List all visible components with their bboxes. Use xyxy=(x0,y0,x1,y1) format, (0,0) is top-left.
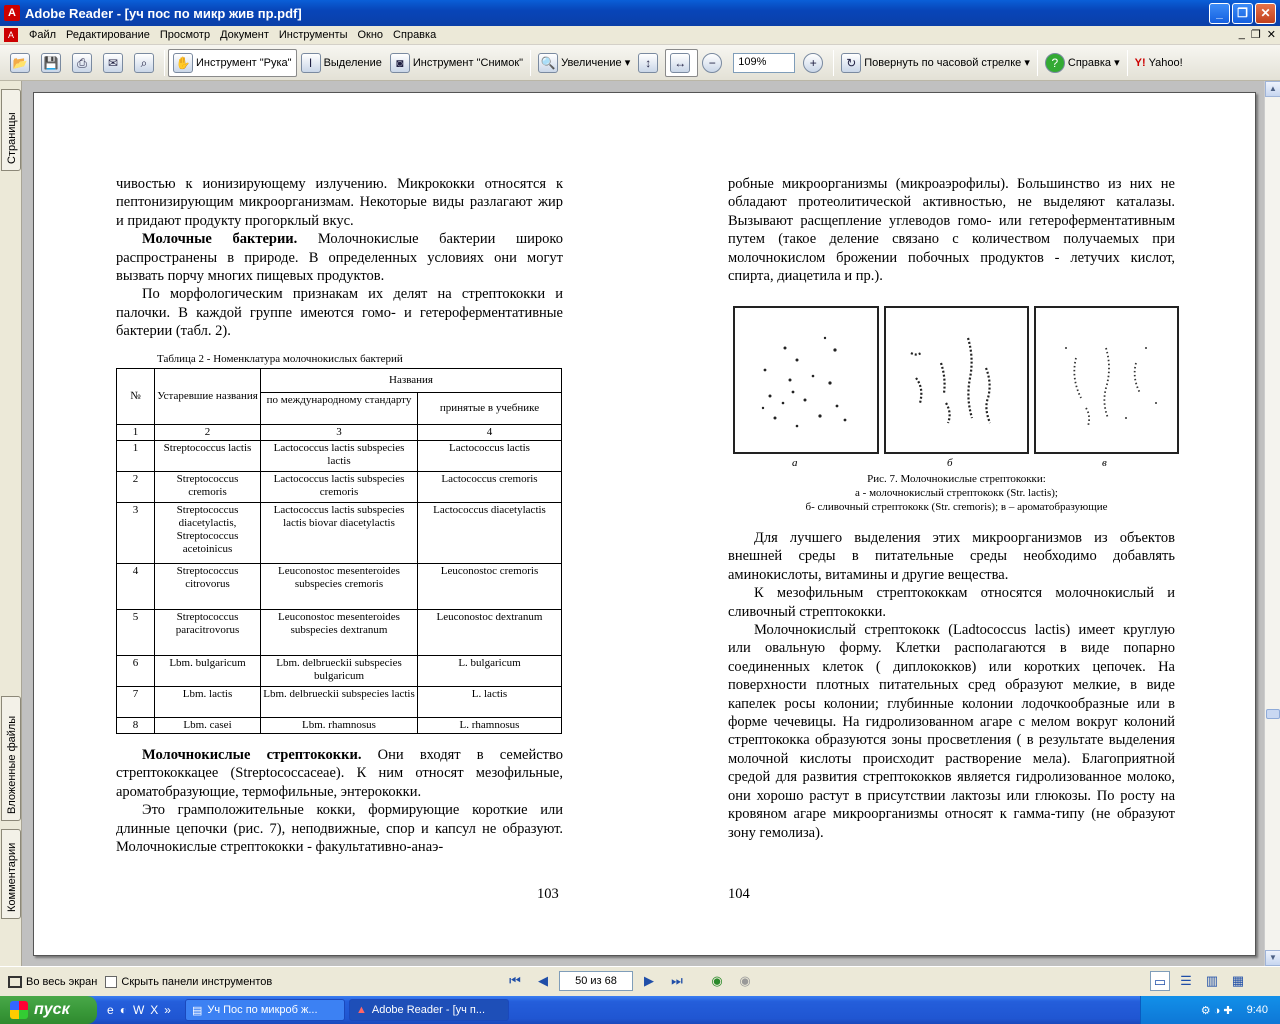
table-cell: Leuconostoc mesenteroides subspecies cremoris xyxy=(261,564,418,610)
last-page-icon[interactable]: ⏭ xyxy=(671,973,683,988)
table-cell: Lbm. rhamnosus xyxy=(261,718,418,734)
figure-caption xyxy=(734,472,1179,514)
taskbar-item-label: Уч Пос по микроб ж... xyxy=(207,1004,318,1016)
single-page-icon[interactable]: ▭ xyxy=(1150,971,1170,991)
word-icon[interactable]: W xyxy=(132,1003,145,1017)
nomenclature-table xyxy=(116,368,562,734)
menu-bar xyxy=(0,26,1280,45)
fit-height-button[interactable] xyxy=(634,49,665,77)
select-tool-label: Выделение xyxy=(323,56,382,69)
taskbar-item-label: Adobe Reader - [уч п... xyxy=(371,1004,486,1016)
bold-heading: Молочные бактерии. xyxy=(142,231,298,248)
help-label: Справка xyxy=(1067,56,1112,69)
plus-icon: + xyxy=(803,53,823,73)
scroll-up-button[interactable]: ▲ xyxy=(1265,81,1280,97)
minus-icon: − xyxy=(702,53,722,73)
outlook-icon[interactable]: ◐ xyxy=(119,1003,127,1017)
menu-document[interactable]: Документ xyxy=(220,29,269,41)
fit-width-icon: ↔ xyxy=(670,53,690,73)
title-bar xyxy=(0,0,1280,26)
table-cell: Streptococcus diacetylactis, Streptococcus acetoinicus xyxy=(155,503,261,564)
paragraph: К мезофильным стрептококкам относятся молочнокислый и сливочный стрептококки. xyxy=(728,585,1175,620)
zoom-out-button[interactable] xyxy=(698,49,729,77)
tab-comments-label: Комментарии xyxy=(6,842,18,912)
table-cell: Lbm. lactis xyxy=(155,687,261,718)
chevron-down-icon: ▾ xyxy=(624,57,631,69)
excel-icon[interactable]: X xyxy=(150,1003,159,1017)
table-row xyxy=(117,656,562,687)
taskbar xyxy=(0,996,1280,1024)
back-icon[interactable]: ◉ xyxy=(711,973,723,988)
scroll-down-button[interactable]: ▼ xyxy=(1265,950,1280,966)
table-header-num: № xyxy=(117,369,155,425)
chevron-right-icon[interactable]: » xyxy=(164,1003,171,1017)
paragraph xyxy=(116,230,563,285)
menu-view[interactable]: Просмотр xyxy=(159,29,211,41)
scroll-thumb[interactable] xyxy=(1266,709,1280,719)
table-cell: Lactococcus lactis subspecies lactis biovar diacetylactis xyxy=(261,503,418,564)
save-button[interactable] xyxy=(37,49,68,77)
table-cell: 8 xyxy=(117,718,155,734)
table-row xyxy=(117,441,562,472)
left-page-top-text xyxy=(116,175,563,341)
doc-close-icon[interactable]: ✕ xyxy=(1266,29,1276,41)
window-title: Adobe Reader - [уч пос по микр жив пр.pdf] xyxy=(25,5,302,21)
magnifier-icon: 🔍 xyxy=(538,53,558,73)
figure-label-c: в xyxy=(1102,457,1107,469)
maximize-button[interactable]: ❐ xyxy=(1232,3,1253,24)
taskbar-item-reader[interactable] xyxy=(349,999,509,1021)
table-cell: 4 xyxy=(117,564,155,610)
table-cell: Streptococcus lactis xyxy=(155,441,261,472)
tab-pages-label: Страницы xyxy=(6,112,18,164)
chevron-down-icon: ▾ xyxy=(1114,57,1120,69)
table-cell: Lactococcus lactis xyxy=(418,441,562,472)
bold-heading: Молочнокислые стрептококки. xyxy=(142,747,362,763)
table-header-intl: по международному стандарту xyxy=(261,393,418,425)
paragraph: По морфологическим признакам их делят на стрептококки и палочки. В каждой группе имеются гомо- и гетероферментативные бактерии (табл. 2). xyxy=(116,286,563,340)
document-view[interactable] xyxy=(22,81,1264,966)
table-cell: 5 xyxy=(117,610,155,656)
right-page-bottom-text xyxy=(728,529,1175,842)
cocci-illustration-b xyxy=(886,308,1027,452)
camera-icon: ◙ xyxy=(390,53,410,73)
tab-attachments[interactable] xyxy=(1,696,21,821)
cocci-illustration-c xyxy=(1036,308,1177,452)
paragraph-text: Молочнокислые бактерии широко распространены в природе. В определенных условиях они могут вызвать порчу многих пищевых продуктов. xyxy=(116,231,563,285)
acrobat-icon: A xyxy=(4,5,20,21)
facing-icon[interactable]: ▥ xyxy=(1205,973,1219,988)
folder-open-icon: 📂 xyxy=(10,53,30,73)
toolbar xyxy=(0,45,1280,81)
rotate-label: Повернуть по часовой стрелке xyxy=(864,56,1022,69)
email-button[interactable] xyxy=(99,49,130,77)
rotate-button[interactable] xyxy=(837,49,1034,77)
tab-comments[interactable] xyxy=(1,829,21,919)
print-button[interactable] xyxy=(68,49,99,77)
table-cell: 3 xyxy=(117,503,155,564)
table-index-cell: 3 xyxy=(261,425,418,441)
yahoo-logo-icon: Y! xyxy=(1134,56,1146,69)
hide-toolbars-button[interactable]: Скрыть панели инструментов xyxy=(121,975,273,988)
figure-caption-line: а - молочнокислый стрептококк (Str. lactis); xyxy=(855,487,1058,499)
rotate-icon: ↻ xyxy=(841,53,861,73)
navigation-panel xyxy=(0,81,22,966)
hand-icon: ✋ xyxy=(173,53,193,73)
table-row xyxy=(117,503,562,564)
paragraph: робные микроорганизмы (микроаэрофилы). Большинство из них не обладают протеолитической активностью, не выделяют каталазы. Вызывают расщепление углеводов гомо- или гетероферментативным путем (такое деление связано с количеством получаемых при молочнокислом брожении побочных продуктов - летучих кислот, спирта, диацетила и пр.). xyxy=(728,176,1175,285)
zoom-input[interactable]: 109% xyxy=(733,53,795,73)
table-cell: Leuconostoc cremoris xyxy=(418,564,562,610)
table-cell: Lactococcus lactis subspecies cremoris xyxy=(261,472,418,503)
search-button[interactable] xyxy=(130,49,161,77)
snapshot-tool-button[interactable] xyxy=(386,49,527,77)
paragraph: Молочнокислый стрептококк (Ladtococcus lactis) имеет круглую или овальную форму. Клетки располагаются в виде попарно соединенных клеток ( диплококков) или коротких цепочек. На поверхности плотных питательных сред образуют мелкие, в виде капелек росы колонии; глубинные колонии лодочкообразные или в форме чечевицы. На гидролизованном агаре с мелом вокруг колоний стрептококка образуются зоны просветления ( в результате выделения молочной кислоты происходит растворение мела). Благоприятной средой для развития стрептококков является гидролизованное молоко, они хорошо растут в присутствии лактозы или глюкозы. По росту на кровяном агаре микроорганизмы относят к гамма-типу (не образуют зону гемолиза). xyxy=(728,622,1175,841)
forward-icon[interactable]: ◉ xyxy=(739,973,751,988)
table-cell: 7 xyxy=(117,687,155,718)
ie-icon[interactable]: e xyxy=(107,1003,114,1017)
fit-height-icon: ↕ xyxy=(638,53,658,73)
continuous-icon[interactable]: ☰ xyxy=(1180,973,1192,988)
figure-caption-line: б- сливочный стрептококк (Str. cremoris); в – ароматобразующие xyxy=(805,501,1108,513)
table-cell: Lbm. bulgaricum xyxy=(155,656,261,687)
document-icon[interactable]: A xyxy=(4,28,18,42)
zoom-label: Увеличение xyxy=(561,56,622,69)
figure-caption-line: Рис. 7. Молочнокислые стрептококки: xyxy=(867,473,1046,485)
start-button[interactable] xyxy=(0,996,97,1024)
hand-tool-button[interactable] xyxy=(168,49,297,77)
figure-panel-b xyxy=(884,306,1029,454)
email-icon: ✉ xyxy=(103,53,123,73)
previous-page-icon[interactable]: ◀ xyxy=(538,973,548,988)
paragraph: Это грамположительные кокки, формирующие короткие или длинные цепочки (рис. 7), неподвижные, спор и капсул не образуют. Молочнокислые стрептококки - факультативно-анаэ- xyxy=(116,802,563,856)
table-index-cell: 2 xyxy=(155,425,261,441)
table-row xyxy=(117,718,562,734)
table-index-cell: 1 xyxy=(117,425,155,441)
paragraph-text: Они входят в семейство стрептококкацее (Streptococcaceae). К ним относят мезофильные, ароматобразующие, термофильные, энтерококки. xyxy=(116,747,563,800)
table-cell: Lbm. delbrueckii subspecies lactis xyxy=(261,687,418,718)
tray-icons[interactable]: ⚙ ◑ ✚ xyxy=(1200,1004,1233,1017)
page-number-input[interactable]: 50 из 68 xyxy=(559,971,633,991)
tab-attachments-label: Вложенные файлы xyxy=(6,715,18,814)
table-index-cell: 4 xyxy=(418,425,562,441)
menu-help[interactable]: Справка xyxy=(393,29,437,41)
figure-label-b: б xyxy=(947,457,953,469)
table-header-old: Устаревшие названия xyxy=(155,369,261,425)
printer-icon: ⎙ xyxy=(72,53,92,73)
menu-file[interactable]: Файл xyxy=(29,29,57,41)
table-cell: Lactococcus cremoris xyxy=(418,472,562,503)
figure-panel-c xyxy=(1034,306,1179,454)
status-bar xyxy=(0,966,1280,996)
table-cell: Lactococcus lactis subspecies lactis xyxy=(261,441,418,472)
doc-restore-icon[interactable]: ❐ xyxy=(1250,29,1261,41)
chevron-down-icon: ▾ xyxy=(1024,57,1030,69)
table-cell: Streptococcus citrovorus xyxy=(155,564,261,610)
table-cell: L. lactis xyxy=(418,687,562,718)
pdf-page-spread xyxy=(33,92,1256,956)
minimize-button[interactable]: _ xyxy=(1209,3,1230,24)
first-page-icon[interactable]: ⏮ xyxy=(509,973,521,988)
table-cell: Lactococcus diacetylactis xyxy=(418,503,562,564)
table-cell: Streptococcus cremoris xyxy=(155,472,261,503)
hand-tool-label: Инструмент "Рука" xyxy=(196,56,292,69)
table-cell: L. bulgaricum xyxy=(418,656,562,687)
taskbar-item-word[interactable] xyxy=(185,999,345,1021)
figure-label-a: а xyxy=(792,457,798,469)
table-cell: Streptococcus paracitrovorus xyxy=(155,610,261,656)
table-row xyxy=(117,472,562,503)
table-cell: Leuconostoc dextranum xyxy=(418,610,562,656)
select-tool-button[interactable] xyxy=(297,49,386,77)
left-page-bottom-text xyxy=(116,746,563,856)
help-icon: ? xyxy=(1045,53,1065,73)
table-row xyxy=(117,564,562,610)
paragraph: чивостью к ионизирующему излучению. Микрококки относятся к пептонизирующим микроорганизмам. Некоторые виды разлагают жир и придают продукту прогорклый вкус. xyxy=(116,176,563,229)
fit-width-button[interactable] xyxy=(665,49,698,77)
start-label: пуск xyxy=(34,1001,70,1018)
table-header-names: Названия xyxy=(261,369,562,393)
quick-launch xyxy=(107,1003,171,1017)
yahoo-button[interactable] xyxy=(1131,49,1187,77)
menu-tools[interactable]: Инструменты xyxy=(278,29,348,41)
table-cell: Lbm. casei xyxy=(155,718,261,734)
page-number-left: 103 xyxy=(537,886,559,902)
yahoo-label: Yahoo! xyxy=(1148,56,1183,69)
right-page-top-text xyxy=(728,175,1175,285)
table-cell: 2 xyxy=(117,472,155,503)
help-button[interactable] xyxy=(1041,49,1124,77)
snapshot-tool-label: Инструмент "Снимок" xyxy=(412,56,524,69)
continuous-facing-icon[interactable]: ▦ xyxy=(1231,973,1245,988)
cocci-illustration-a xyxy=(735,308,877,452)
system-tray xyxy=(1140,996,1280,1024)
table-row xyxy=(117,687,562,718)
table-caption: Таблица 2 - Номенклатура молочнокислых бактерий xyxy=(157,353,403,365)
acrobat-icon: ▲ xyxy=(355,1004,367,1016)
hide-toolbars-icon[interactable] xyxy=(105,976,117,988)
next-page-icon[interactable]: ▶ xyxy=(644,973,654,988)
page-number-right: 104 xyxy=(728,886,750,902)
text-cursor-icon: I xyxy=(301,53,321,73)
zoom-in-button[interactable] xyxy=(799,49,830,77)
table-cell: Lbm. delbrueckii subspecies bulgaricum xyxy=(261,656,418,687)
doc-minimize-icon[interactable]: _ xyxy=(1238,28,1245,40)
fullscreen-button[interactable]: Во весь экран xyxy=(26,975,98,988)
table-cell: 1 xyxy=(117,441,155,472)
table-cell: 6 xyxy=(117,656,155,687)
table-cell: Leuconostoc mesenteroides subspecies dextranum xyxy=(261,610,418,656)
menu-edit[interactable]: Редактирование xyxy=(66,29,150,41)
fullscreen-icon[interactable] xyxy=(8,976,22,988)
zoom-tool-button[interactable] xyxy=(534,49,634,77)
vertical-scrollbar[interactable] xyxy=(1264,81,1280,966)
paragraph: Для лучшего выделения этих микроорганизмов из объектов внешней среды в питательные среды необходимо добавлять аминокислоты, витамины и другие вещества. xyxy=(728,530,1175,583)
figure-panel-a xyxy=(733,306,879,454)
table-row xyxy=(117,610,562,656)
close-button[interactable]: ✕ xyxy=(1255,3,1276,24)
open-button[interactable] xyxy=(6,49,37,77)
menu-window[interactable]: Окно xyxy=(357,29,384,41)
table-header-book: принятые в учебнике xyxy=(418,393,562,425)
table-cell: L. rhamnosus xyxy=(418,718,562,734)
paragraph xyxy=(116,746,563,801)
save-icon: 💾 xyxy=(41,53,61,73)
tab-pages[interactable] xyxy=(1,89,21,171)
word-doc-icon: ▤ xyxy=(191,1004,203,1017)
clock: 9:40 xyxy=(1246,1004,1268,1016)
binoculars-icon: ⌕ xyxy=(134,53,154,73)
windows-flag-icon xyxy=(10,1001,28,1019)
